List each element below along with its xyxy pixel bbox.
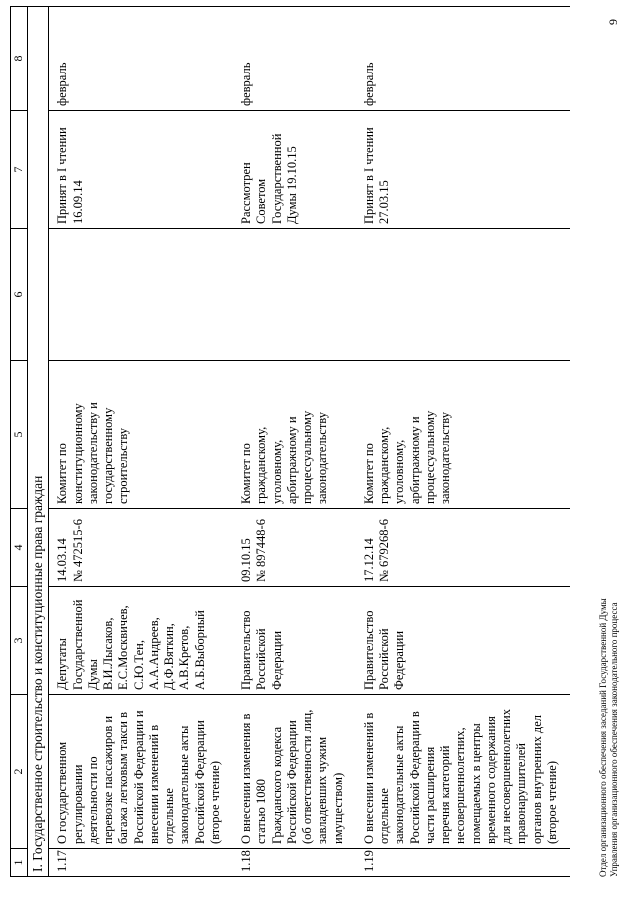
bill-title: О государственном регулировании деятельности по перевозке пассажиров и багажа легковым такси в Российской Федерации и внесении изменений в отдельные законодательные акты Российской Федерации (второе чтение) <box>49 695 233 849</box>
responsible-committee: Комитет по гражданскому, уголовному, арбитражному и процессуальному законодательству <box>356 361 570 509</box>
planned-month: февраль <box>233 7 356 111</box>
column-number: 4 <box>11 509 28 587</box>
bill-registration: 17.12.14 № 679268-6 <box>356 509 570 587</box>
column-number: 7 <box>11 111 28 229</box>
column-number: 2 <box>11 695 28 849</box>
column-number-row <box>11 7 28 877</box>
bill-initiator: Правительство Российской Федерации <box>233 587 356 695</box>
responsible-committee: Комитет по конституционному законодательству и государственному строительству <box>49 361 233 509</box>
bill-registration: 09.10.15 № 897448-6 <box>233 509 356 587</box>
row-number: 1.18 <box>233 849 356 877</box>
bill-title: О внесении изменения в статью 1080 Гражданского кодекса Российской Федерации (об ответственности лиц, завладевших чужим имуществом) <box>233 695 356 849</box>
bill-initiator: Правительство Российской Федерации <box>356 587 570 695</box>
agenda-table <box>10 6 570 877</box>
bill-title: О внесении изменений в отдельные законодательные акты Российской Федерации в части расширения перечня категорий несовершеннолетних, помещаемых в центры временного содержания для несовершеннолетних правонарушителей органов внутренних дел (второе чтение) <box>356 695 570 849</box>
bill-status: Рассмотрен Советом Государственной Думы 19.10.15 <box>233 111 356 229</box>
column-6-cell <box>356 229 570 361</box>
footer-division: Управления организационного обеспечения законодательного процесса <box>609 602 620 877</box>
column-number: 1 <box>11 849 28 877</box>
row-number: 1.17 <box>49 849 233 877</box>
table-row <box>49 7 233 877</box>
table-row <box>356 7 570 877</box>
section-title: I. Государственное строительство и конституционные права граждан <box>28 7 49 877</box>
column-number: 5 <box>11 361 28 509</box>
bill-registration: 14.03.14 № 472515-6 <box>49 509 233 587</box>
page-footer <box>598 257 621 877</box>
column-number: 8 <box>11 7 28 111</box>
bill-initiator: Депутаты Государственной Думы В.И.Лысаков, Е.С.Москвичев, С.Ю.Тен, А.А.Андреев, Д.Ф.Вяткин, А.В.Кретов, А.Б.Выборный <box>49 587 233 695</box>
bill-status: Принят в I чтении 27.03.15 <box>356 111 570 229</box>
page-number: 9 <box>606 19 620 25</box>
column-6-cell <box>233 229 356 361</box>
bill-status: Принят в I чтении 16.09.14 <box>49 111 233 229</box>
responsible-committee: Комитет по гражданскому, уголовному, арбитражному и процессуальному законодательству <box>233 361 356 509</box>
column-number: 6 <box>11 229 28 361</box>
column-number: 3 <box>11 587 28 695</box>
planned-month: февраль <box>356 7 570 111</box>
planned-month: февраль <box>49 7 233 111</box>
footer-department: Отдел организационного обеспечения заседаний Государственной Думы <box>598 598 608 877</box>
column-6-cell <box>49 229 233 361</box>
row-number: 1.19 <box>356 849 570 877</box>
table-row <box>233 7 356 877</box>
